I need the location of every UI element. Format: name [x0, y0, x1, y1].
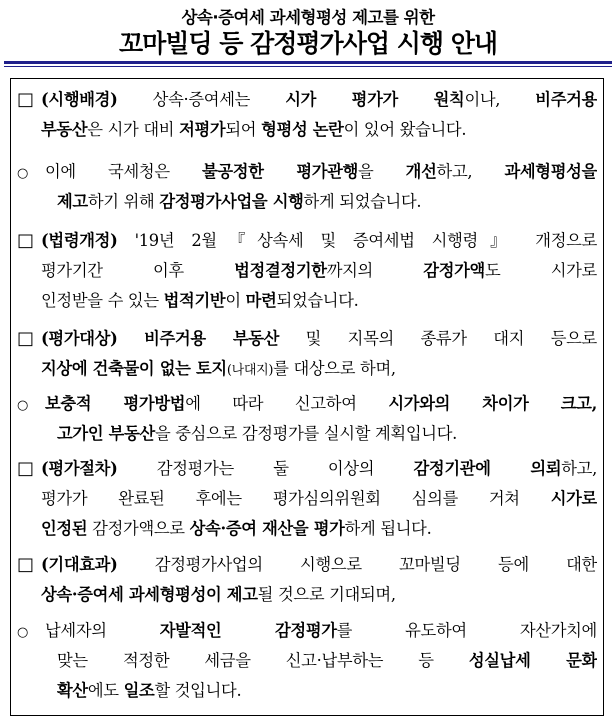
- section-expected-effect-sub: [17, 616, 597, 706]
- square-bullet-icon: □: [17, 554, 34, 575]
- text-line: □ (시행배경) 상속·증여세는 시가 평가가 원칙이나, 비주거용: [17, 85, 597, 115]
- title-rule-thin: [4, 66, 612, 67]
- section-target-sub: [17, 389, 597, 449]
- section-background-sub: [17, 157, 597, 217]
- square-bullet-icon: □: [17, 328, 34, 349]
- text-line: 제고하기 위해 감정평가사업을 시행하게 되었습니다.: [57, 192, 422, 211]
- text-line: □ (기대효과) 감정평가사업의 시행으로 꼬마빌딩 등에 대한: [17, 550, 597, 580]
- text-line: 상속·증여세 과세형평성이 제고될 것으로 기대되며,: [41, 585, 396, 604]
- circle-bullet-icon: ○: [17, 166, 29, 181]
- text-line: 고가인 부동산을 중심으로 감정평가를 실시할 계획입니다.: [57, 424, 458, 443]
- subtitle: 상속·증여세 과세형평성 제고를 위한: [181, 8, 435, 27]
- text-line: ○ 이에 국세청은 불공정한 평가관행을 개선하고, 과세형평성을: [17, 157, 597, 187]
- notice-box: [10, 78, 604, 716]
- text-line: 인정된 감정가액으로 상속·증여 재산을 평가하게 됩니다.: [41, 519, 432, 538]
- page-title: 꼬마빌딩 등 감정평가사업 시행 안내: [118, 29, 498, 58]
- square-bullet-icon: □: [17, 89, 34, 110]
- section-background: [17, 85, 597, 145]
- circle-bullet-icon: ○: [17, 398, 29, 413]
- text-line: 확산에도 일조할 것입니다.: [57, 681, 242, 700]
- text-line: 평가가 완료된 후에는 평가심의위원회 심의를 거쳐 시가로: [41, 489, 597, 508]
- text-line: ○ 보충적 평가방법에 따라 신고하여 시가와의 차이가 크고,: [17, 389, 597, 419]
- text-line: □ (평가절차) 감정평가는 둘 이상의 감정기관에 의뢰하고,: [17, 454, 597, 484]
- text-line: 지상에 건축물이 없는 토지(나대지)를 대상으로 하며,: [41, 359, 396, 378]
- text-line: 평가기간 이후 법정결정기한까지의 감정가액도 시가로: [41, 261, 597, 280]
- square-bullet-icon: □: [17, 458, 34, 479]
- title-rule-thick: [4, 61, 612, 64]
- text-line: 부동산은 시가 대비 저평가되어 형평성 논란이 있어 왔습니다.: [41, 120, 467, 139]
- header: [0, 0, 616, 62]
- text-line: □ (법령개정) '19년 2월『상속세 및 증여세법 시행령』 개정으로: [17, 226, 597, 256]
- square-bullet-icon: □: [17, 230, 34, 251]
- section-target: [17, 324, 597, 384]
- section-procedure: [17, 454, 597, 544]
- text-line: □ (평가대상) 비주거용 부동산 및 지목의 종류가 대지 등으로: [17, 324, 597, 354]
- text-line: ○ 납세자의 자발적인 감정평가를 유도하여 자산가치에: [17, 616, 597, 646]
- text-line: 인정받을 수 있는 법적기반이 마련되었습니다.: [41, 291, 359, 310]
- text-line: 맞는 적정한 세금을 신고·납부하는 등 성실납세 문화: [57, 651, 597, 670]
- section-law-amendment: [17, 226, 597, 316]
- section-expected-effect: [17, 550, 597, 610]
- circle-bullet-icon: ○: [17, 625, 29, 640]
